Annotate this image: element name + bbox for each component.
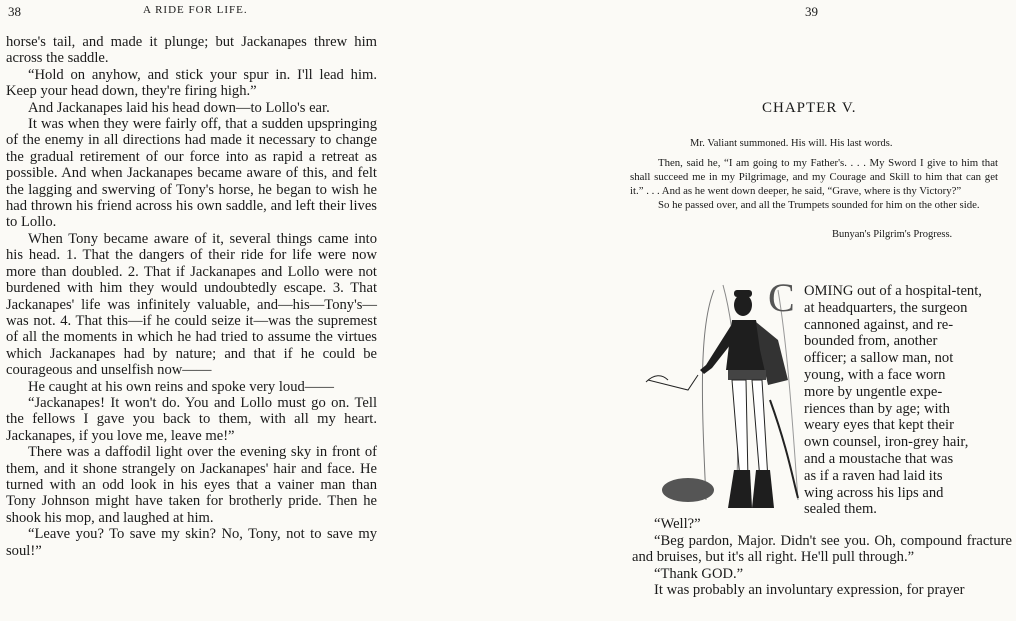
left-page-number: 38 [8,4,21,19]
text-line: cannoned against, and re- [804,316,954,333]
paragraph: When Tony became aware of it, several things came into his head. 1. That the dangers of their ride for life were now more than doubled. 2. That if Jackanapes and Lollo were not burdened with him they would undoubtedly escape. 3. That Jackanapes' life was infinitely valuable, and—his—Tony's—was not. 4. That this—if he could seize it—was the supremest of all the moments in which he had tried to assume the virtues which Jackanapes had by nature; and that if he could be courageous and unselfish now—— [6,230,377,379]
paragraph: It was probably an involuntary expression, for prayer [654,582,965,599]
paragraph: “Well?” [654,516,701,532]
running-head: A RIDE FOR LIFE. [143,4,248,16]
text-line: OMING out of a hospital-tent, [804,283,982,299]
paragraph: And Jackanapes laid his head down—to Lollo's ear. [28,99,330,116]
paragraph: “Hold on anyhow, and stick your spur in. I'll lead him. Keep your head down, they're firing high.” [6,66,377,100]
epigraph-attribution: Bunyan's Pilgrim's Progress. [832,229,953,240]
epigraph [630,156,998,212]
left-page-text [6,34,377,559]
paragraph: He caught at his own reins and spoke very loud—— [28,378,334,395]
epigraph-paragraph: Then, said he, “I am going to my Father's. . . . My Sword I give to him that shall succeed me in my Pilgrimage, and my Courage and Skill to him that can get it.” . . . And as he went down deeper, he said, “Grave, where is thy Victory?” [630,157,998,197]
paragraph: “Leave you? To save my skin? No, Tony, not to save my soul!” [6,526,377,559]
text-line: bounded from, another [804,333,938,350]
text-line: weary eyes that kept their [804,417,954,434]
paragraph: “Thank GOD.” [654,565,744,582]
text-line: at headquarters, the surgeon [804,299,968,316]
text-line: own counsel, iron-grey hair, [804,434,969,451]
wrapped-text [804,283,1002,518]
drop-cap: C [768,275,795,320]
officer-illustration [628,270,828,515]
text-line: riences than by age; with [804,400,950,417]
paragraph: “Jackanapes! It won't do. You and Lollo must go on. Tell the fellows I gave you back to them, with all my heart. Jackanapes, if you love me, leave me!” [6,394,377,444]
right-page-number: 39 [805,4,818,19]
chapter-synopsis: Mr. Valiant summoned. His will. His last words. [690,138,893,149]
text-line: wing across his lips and [804,484,944,501]
chapter-title: CHAPTER V. [762,100,857,116]
left-page [0,0,400,621]
epigraph-paragraph: So he passed over, and all the Trumpets sounded for him on the other side. [658,199,980,211]
text-line: officer; a sallow man, not [804,350,954,367]
text-line: and a moustache that was [804,450,954,467]
text-line: as if a raven had laid its [804,467,943,484]
text-line: more by ungentle expe- [804,383,943,400]
paragraph: “Beg pardon, Major. Didn't see you. Oh, compound fracture and bruises, but it's all right. He'll pull through.” [632,532,1012,566]
text-line: young, with a face worn [804,366,946,383]
text-line: sealed them. [804,501,877,518]
paragraph: horse's tail, and made it plunge; but Jackanapes threw him across the saddle. [6,34,377,67]
right-page [620,0,1016,621]
paragraph: It was when they were fairly off, that a sudden upspringing of the enemy in all directions had made it necessary to change the gradual retirement of our force into as rapid a retreat as possible. And when Jackanapes became aware of this, and felt the lagging and swerving of Tony's horse, he began to wish he had thrown his friend across his own saddle, and left their lives to Lollo. [6,116,377,231]
paragraph: There was a daffodil light over the evening sky in front of them, and it shone strangely on Jackanapes' hair and face. He turned with an odd look in his eyes that a vainer man than Tony Johnson might have taken for brotherly pride. Then he shook his mop, and laughed at him. [6,444,377,526]
right-page-body [632,516,1012,599]
